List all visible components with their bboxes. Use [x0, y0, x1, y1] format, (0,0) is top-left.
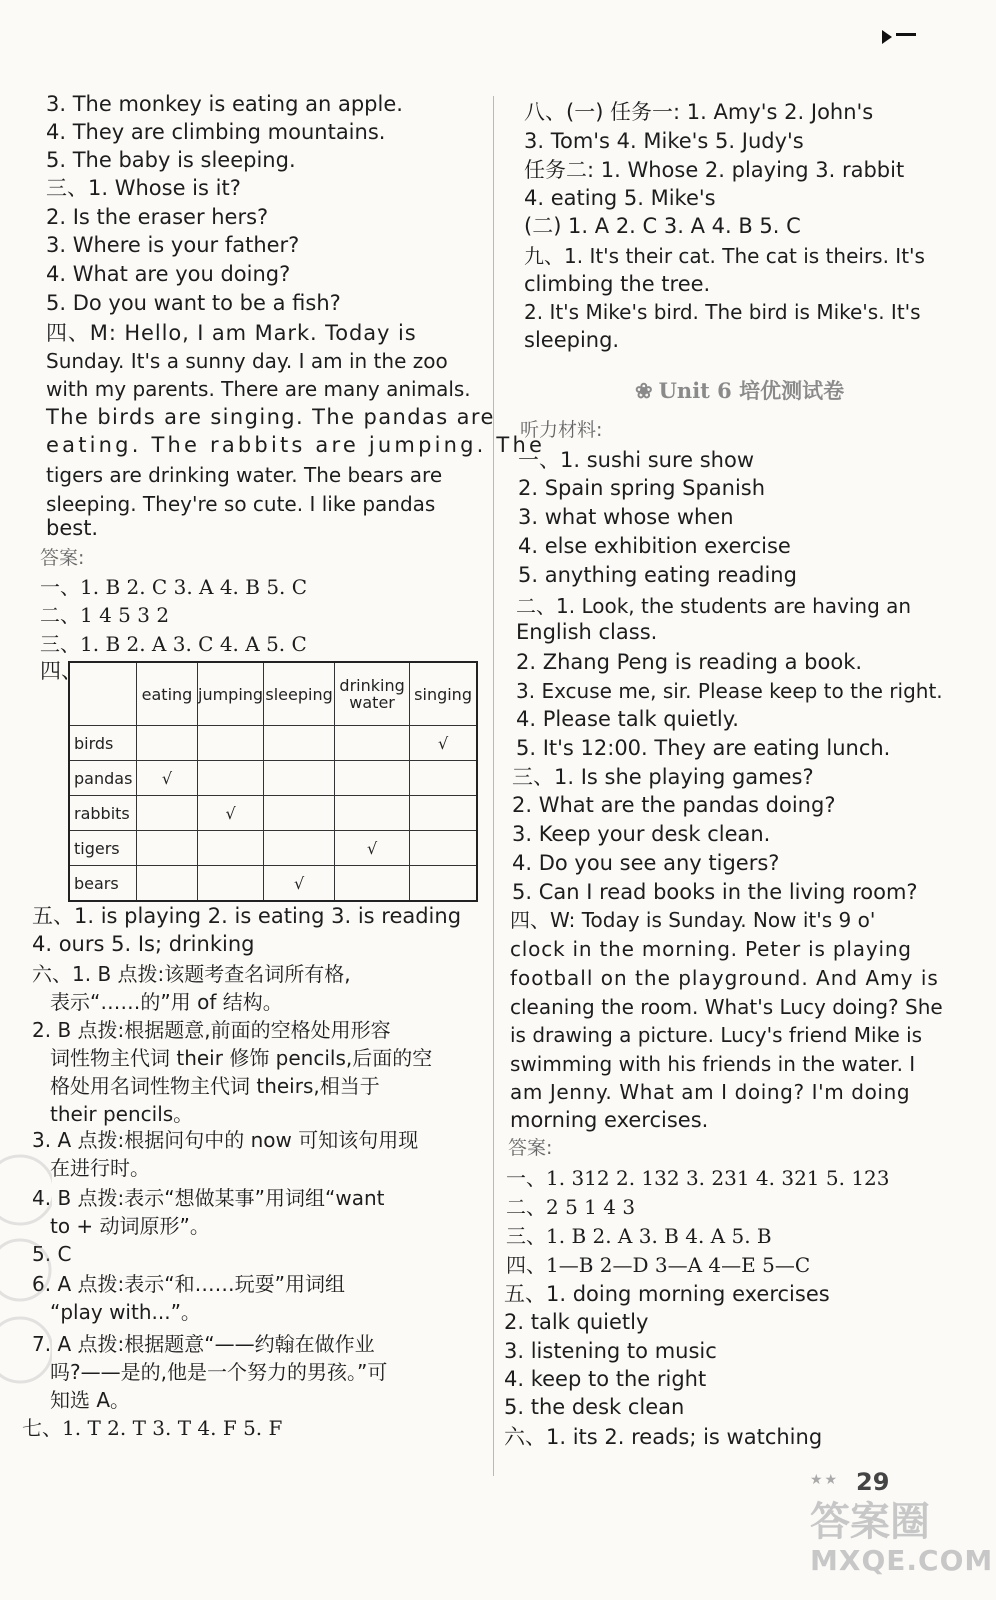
- watermark-url: MXQE.COM: [810, 1544, 994, 1577]
- table-row-label: bears: [69, 866, 137, 902]
- text-line: 吗?——是的,他是一个努力的男孩。”可: [50, 1360, 388, 1384]
- text-line: “play with...”。: [50, 1300, 201, 1324]
- text-line: 三、1. B 2. A 3. C 4. A 5. C: [40, 632, 307, 656]
- table-cell: [198, 831, 264, 866]
- answer-label: 答案:: [40, 547, 85, 569]
- table-row-label: birds: [69, 726, 137, 761]
- text-line: 4. They are climbing mountains.: [46, 120, 386, 144]
- text-line: 四、: [40, 659, 82, 683]
- text-line: 5. The baby is sleeping.: [46, 148, 296, 172]
- text-line: The birds are singing. The pandas are: [46, 405, 495, 429]
- text-line: morning exercises.: [510, 1108, 709, 1132]
- text-line: 任务二: 1. Whose 2. playing 3. rabbit: [524, 158, 905, 182]
- table-cell: [410, 796, 478, 831]
- text-line: 3. Where is your father?: [46, 233, 300, 257]
- text-line: 表示“……的”用 of 结构。: [50, 990, 283, 1014]
- text-line: 词性物主代词 their 修饰 pencils,后面的空: [50, 1046, 433, 1070]
- table-cell: √: [264, 866, 335, 902]
- text-line: 一、1. 312 2. 132 3. 231 4. 321 5. 123: [506, 1166, 890, 1190]
- text-line: 二、2 5 1 4 3: [506, 1195, 636, 1219]
- table-header-cell: sleeping: [264, 662, 335, 726]
- table-cell: √: [335, 831, 410, 866]
- text-line: 三、1. B 2. A 3. B 4. A 5. B: [506, 1224, 772, 1248]
- text-line: with my parents. There are many animals.: [46, 377, 471, 401]
- table-row-label: tigers: [69, 831, 137, 866]
- paw-icon: ❀: [635, 378, 653, 403]
- text-line: 3. Excuse me, sir. Please keep to the right.: [516, 679, 943, 703]
- text-line: 九、1. It's their cat. The cat is theirs. It's: [524, 244, 925, 268]
- text-line: 5. Can I read books in the living room?: [512, 880, 918, 904]
- table-cell: √: [137, 761, 198, 796]
- table-cell: [137, 726, 198, 761]
- text-line: 二、1 4 5 3 2: [40, 603, 170, 627]
- text-line: 5. the desk clean: [504, 1395, 685, 1419]
- text-line: (二) 1. A 2. C 3. A 4. B 5. C: [524, 214, 801, 238]
- text-line: 2. What are the pandas doing?: [512, 793, 836, 817]
- text-line: Sunday. It's a sunny day. I am in the zoo: [46, 349, 448, 373]
- text-line: 4. What are you doing?: [46, 262, 291, 286]
- text-line: tigers are drinking water. The bears are: [46, 463, 443, 487]
- text-line: 2. B 点拨:根据题意,前面的空格处用形容: [32, 1018, 391, 1042]
- table-cell: [198, 866, 264, 902]
- text-line: clock in the morning. Peter is playing: [510, 937, 912, 961]
- text-line: 二、1. Look, the students are having an: [516, 594, 912, 618]
- faded-stamp-decoration: [0, 1150, 52, 1400]
- text-line: swimming with his friends in the water. I: [510, 1052, 916, 1076]
- text-line: sleeping. They're so cute. I like pandas: [46, 492, 436, 516]
- text-line: 5. anything eating reading: [518, 563, 797, 587]
- text-line: 在进行时。: [50, 1156, 150, 1180]
- table-cell: [264, 831, 335, 866]
- table-cell: [410, 761, 478, 796]
- listening-label: 听力材料:: [520, 419, 603, 441]
- table-row-label: pandas: [69, 761, 137, 796]
- text-line: 3. The monkey is eating an apple.: [46, 92, 403, 116]
- text-line: 5. C: [32, 1242, 72, 1266]
- table-cell: [335, 761, 410, 796]
- text-line: climbing the tree.: [524, 272, 711, 296]
- text-line: 五、1. is playing 2. is eating 3. is reading: [32, 904, 462, 928]
- table-header-cell: jumping: [198, 662, 264, 726]
- text-line: 6. A 点拨:表示“和……玩耍”用词组: [32, 1272, 345, 1296]
- table-cell: [335, 726, 410, 761]
- text-line: to + 动词原形”。: [50, 1214, 210, 1238]
- table-cell: √: [410, 726, 478, 761]
- text-line: 四、M: Hello, I am Mark. Today is: [46, 321, 417, 345]
- watermark-logo-text: 答案圈: [810, 1499, 930, 1545]
- table-cell: [137, 866, 198, 902]
- text-line: 5. Do you want to be a fish?: [46, 291, 341, 315]
- text-line: 3. Tom's 4. Mike's 5. Judy's: [524, 129, 804, 153]
- text-line: 2. It's Mike's bird. The bird is Mike's. It's: [524, 300, 921, 324]
- text-line: 4. eating 5. Mike's: [524, 186, 716, 210]
- text-line: 4. Do you see any tigers?: [512, 851, 780, 875]
- table-cell: [335, 796, 410, 831]
- table-row: [69, 796, 477, 831]
- table-header-cell: singing: [410, 662, 478, 726]
- text-line: 4. keep to the right: [504, 1367, 707, 1391]
- table-cell: [335, 866, 410, 902]
- table-row: [69, 726, 477, 761]
- text-line: football on the playground. And Amy is: [510, 966, 939, 990]
- table-row-label: rabbits: [69, 796, 137, 831]
- text-line: 3. Keep your desk clean.: [512, 822, 771, 846]
- table-cell: [264, 796, 335, 831]
- text-line: sleeping.: [524, 328, 620, 352]
- text-line: am Jenny. What am I doing? I'm doing: [510, 1080, 911, 1104]
- column-divider: [493, 96, 494, 1476]
- table-header-row: [69, 662, 477, 726]
- star-decoration: ★★: [810, 1472, 840, 1488]
- text-line: 一、1. B 2. C 3. A 4. B 5. C: [40, 575, 308, 599]
- text-line: 八、(一) 任务一: 1. Amy's 2. John's: [524, 100, 874, 124]
- table-cell: [198, 761, 264, 796]
- page-number: 29: [856, 1468, 890, 1496]
- table-cell: [198, 726, 264, 761]
- table-cell: [410, 831, 478, 866]
- watermark: [810, 1499, 994, 1590]
- text-line: 六、1. B 点拨:该题考查名词所有格,: [32, 962, 351, 986]
- text-line: 2. talk quietly: [504, 1310, 649, 1334]
- text-line: 四、W: Today is Sunday. Now it's 9 o': [510, 908, 876, 932]
- answer-table: [68, 661, 478, 902]
- table-cell: √: [198, 796, 264, 831]
- text-line: 4. ours 5. Is; drinking: [32, 932, 255, 956]
- text-line: 七、1. T 2. T 3. T 4. F 5. F: [22, 1416, 283, 1440]
- text-line: 四、1—B 2—D 3—A 4—E 5—C: [506, 1253, 811, 1277]
- table-cell: [264, 761, 335, 796]
- table-cell: [137, 831, 198, 866]
- text-line: 4. Please talk quietly.: [516, 707, 739, 731]
- table-row: [69, 761, 477, 796]
- table-header-cell: eating: [137, 662, 198, 726]
- text-line: 三、1. Whose is it?: [46, 176, 241, 200]
- unit-heading-text: Unit 6 培优测试卷: [658, 378, 845, 403]
- text-line: 3. listening to music: [504, 1339, 717, 1363]
- table-header-cell: drinking water: [335, 662, 410, 726]
- text-line: 7. A 点拨:根据题意“——约翰在做作业: [32, 1332, 375, 1356]
- text-line: 3. what whose when: [518, 505, 734, 529]
- text-line: best.: [46, 516, 99, 540]
- text-line: 5. It's 12:00. They are eating lunch.: [516, 736, 891, 760]
- text-line: 2. Zhang Peng is reading a book.: [516, 650, 863, 674]
- text-line: 知选 A。: [50, 1388, 131, 1412]
- answer-label: 答案:: [508, 1137, 553, 1159]
- text-line: cleaning the room. What's Lucy doing? She: [510, 995, 943, 1019]
- text-line: 4. else exhibition exercise: [518, 534, 791, 558]
- text-line: their pencils。: [50, 1102, 194, 1126]
- text-line: 一、1. sushi sure show: [518, 448, 755, 472]
- text-line: 五、1. doing morning exercises: [504, 1282, 830, 1306]
- table-cell: [137, 796, 198, 831]
- text-line: 2. Spain spring Spanish: [518, 476, 766, 500]
- text-line: English class.: [516, 620, 658, 644]
- text-line: 4. B 点拨:表示“想做某事”用词组“want: [32, 1186, 385, 1210]
- corner-arrow-icon: [880, 28, 918, 46]
- text-line: 格处用名词性物主代词 theirs,相当于: [50, 1074, 380, 1098]
- table-corner-cell: [69, 662, 137, 726]
- unit-heading: [635, 375, 844, 405]
- text-line: 3. A 点拨:根据问句中的 now 可知该句用现: [32, 1128, 419, 1152]
- text-line: 六、1. its 2. reads; is watching: [504, 1425, 823, 1449]
- text-line: eating. The rabbits are jumping. The: [46, 433, 546, 457]
- table-cell: [410, 866, 478, 902]
- text-line: 2. Is the eraser hers?: [46, 205, 269, 229]
- text-line: is drawing a picture. Lucy's friend Mike is: [510, 1023, 923, 1047]
- text-line: 三、1. Is she playing games?: [512, 765, 814, 789]
- table-row: [69, 831, 477, 866]
- table-cell: [264, 726, 335, 761]
- table-row: [69, 866, 477, 902]
